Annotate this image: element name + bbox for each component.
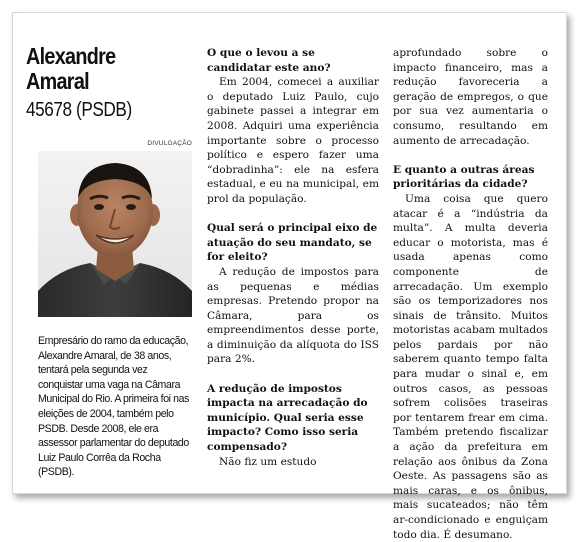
profile-header (26, 44, 194, 121)
answer-3-continued: aprofundado sobre o impacto financeiro, mas a redução favoreceria a geração de empregos, o que por sua vez aumentaria o consumo, resultando em aumento de arrecadação. (393, 47, 548, 147)
candidate-bio (38, 334, 194, 480)
interview-column-1 (207, 46, 379, 469)
candidate-photo (38, 151, 192, 317)
question-1: O que o levou a se candidatar este ano? (207, 47, 331, 74)
candidate-name: Alexandre Amaral (26, 43, 116, 94)
question-2: Qual será o principal eixo de atuação do seu mandato, se for eleito? (207, 222, 378, 264)
question-4: E quanto a outras áreas prioritárias da cidade? (393, 163, 535, 191)
photo-credit: DIVULGAÇÃO (147, 140, 192, 147)
answer-2: A redução de impostos para as pequenas e médias empresas. Pretendo propor na Câmara, para os empreendimentos desse porte, a diminuição da alíquota do ISS para 2%. (207, 265, 379, 366)
answer-3: Não fiz um estudo (219, 455, 317, 468)
candidate-number: 45678 (PSDB) (26, 99, 132, 121)
bio-text: Empresário do ramo da educação, Alexandre Amaral, de 38 anos, tentará pela segunda vez conquistar uma vaga na Câmara Municipal do Rio. A primeira foi nas eleições de 2004, também pelo PSDB. Desde 2008, ele era assessor parlamentar do deputado Luiz Paulo Corrêa da Rocha (PSDB). (38, 335, 190, 479)
answer-1: Em 2004, comecei a auxiliar o deputado Luiz Paulo, cujo gabinete passei a integrar em 2008. Adquiri uma experiência importante sobre o processo político e espero fazer uma “dobradinha”: ele na esfera estadual, e eu na municipal, em prol da população. (207, 76, 379, 205)
answer-4: Uma coisa que quero atacar é a “indústria da multa”. A multa deveria educar o motorista, mas é usada apenas como componente de arrecadação. Um exemplo são os temporizadores nos sinais de trânsito. Muitos motoristas acabam multados pelos pardais por não saberem quanto tempo falta para mudar o sinal e, em outros casos, as pessoas sofrem colisões traseiras por tentarem frear em cima. Também pretendo fiscalizar a ação da prefeitura em relação aos ônibus da Zona Oeste. As passagens são as mais caras, e os ônibus, mais sucateados; não têm ar-condicionado e enguiçam todo dia. É desumano. (393, 192, 548, 541)
question-3: A redução de impostos impacta na arrecadação do município. Qual seria esse impacto? Como isso seria compensado? (207, 382, 368, 454)
interview-column-2 (393, 46, 548, 542)
portrait-image (38, 151, 192, 317)
